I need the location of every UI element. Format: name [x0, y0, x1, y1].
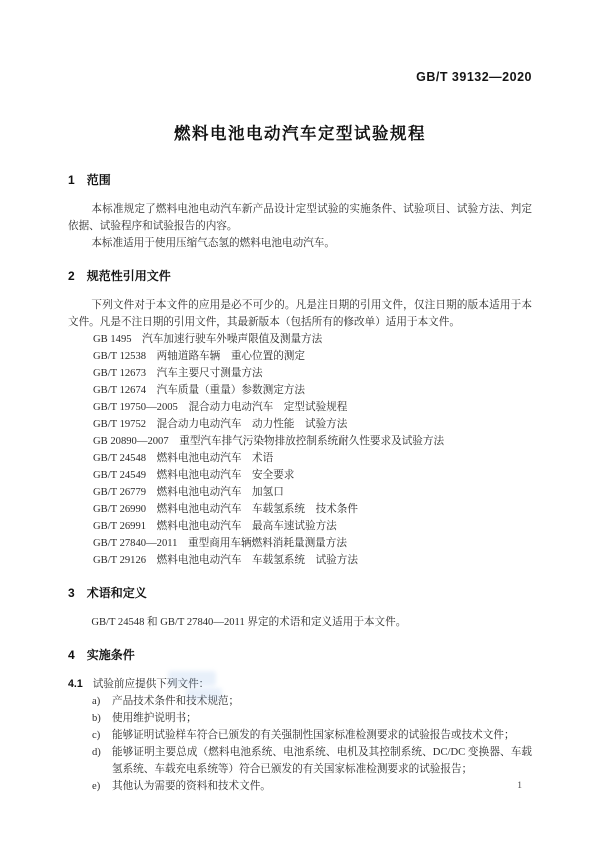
reference-line: GB/T 19752 混合动力电动汽车 动力性能 试验方法 [93, 419, 348, 430]
section-number: 2 [68, 269, 75, 283]
clause-number: 4.1 [68, 678, 83, 690]
section-number: 4 [68, 648, 75, 662]
clause-text: 试验前应提供下列文件： [92, 679, 210, 690]
reference-line: GB/T 12538 两轴道路车辆 重心位置的测定 [93, 351, 305, 362]
list-item [68, 710, 532, 727]
reference-line: GB 20890—2007 重型汽车排气污染物排放控制系统耐久性要求及试验方法 [93, 436, 445, 447]
list-item-label: e) [92, 781, 101, 792]
paragraph: 本标准规定了燃料电池电动汽车新产品设计定型试验的实施条件、试验项目、试验方法、判定依据、试验程序和试验报告的内容。 [68, 204, 532, 232]
section-title: 术语和定义 [86, 586, 147, 600]
reference-line: GB/T 29126 燃料电池电动汽车 车载氢系统 试验方法 [93, 555, 358, 566]
paragraph: GB/T 24548 和 GB/T 27840—2011 界定的术语和定义适用于本文件。 [91, 617, 407, 628]
list-item [68, 778, 532, 795]
section-title: 规范性引用文件 [86, 269, 171, 283]
document-title: 燃料电池电动汽车定型试验规程 [174, 125, 426, 143]
list-item-label: b) [92, 713, 101, 724]
list-item-text: 使用维护说明书； [112, 713, 197, 724]
section-number: 1 [68, 173, 75, 187]
reference-line: GB/T 24549 燃料电池电动汽车 安全要求 [93, 470, 295, 481]
paragraph: 本标准适用于使用压缩气态氢的燃料电池电动汽车。 [91, 238, 335, 249]
reference-line: GB/T 26990 燃料电池电动汽车 车载氢系统 技术条件 [93, 504, 358, 515]
section-title: 范围 [86, 173, 111, 187]
section-number: 3 [68, 586, 75, 600]
list-item-label: a) [92, 696, 101, 707]
section-heading [68, 648, 532, 663]
reference-line: GB/T 19750—2005 混合动力电动汽车 定型试验规程 [93, 402, 348, 413]
list-item-text: 能够证明试验样车符合已颁发的有关强制性国家标准检测要求的试验报告或技术文件； [112, 730, 515, 741]
paragraph: 下列文件对于本文件的应用是必不可少的。凡是注日期的引用文件，仅注日期的版本适用于本文件。凡是不注日期的引用文件，其最新版本（包括所有的修改单）适用于本文件。 [68, 300, 532, 328]
list-item-text: 产品技术条件和技术规范； [112, 696, 240, 707]
reference-line: GB/T 26779 燃料电池电动汽车 加氢口 [93, 487, 284, 498]
reference-line: GB/T 26991 燃料电池电动汽车 最高车速试验方法 [93, 521, 337, 532]
section-heading [68, 586, 532, 601]
list-item [68, 693, 532, 710]
list-item [68, 744, 532, 778]
list-item-label: c) [92, 730, 101, 741]
reference-line: GB/T 12674 汽车质量（重量）参数测定方法 [93, 385, 305, 396]
list-item-text: 其他认为需要的资料和技术文件。 [112, 781, 271, 792]
clause [68, 676, 532, 693]
list-item-label: d) [92, 747, 101, 758]
standard-code: GB/T 39132—2020 [416, 70, 532, 84]
page-number: 1 [517, 781, 522, 791]
reference-line: GB/T 24548 燃料电池电动汽车 术语 [93, 453, 274, 464]
document-body [68, 173, 532, 795]
list-item-text: 能够证明主要总成（燃料电池系统、电池系统、电机及其控制系统、DC/DC 变换器、车载氢系统、车载充电系统等）符合已颁发的有关国家标准检测要求的试验报告； [112, 747, 532, 775]
reference-line: GB/T 12673 汽车主要尺寸测量方法 [93, 368, 263, 379]
list-item [68, 727, 532, 744]
reference-line: GB 1495 汽车加速行驶车外噪声限值及测量方法 [93, 334, 323, 345]
section-title: 实施条件 [86, 648, 135, 662]
section-heading [68, 269, 532, 284]
section-heading [68, 173, 532, 188]
reference-line: GB/T 27840—2011 重型商用车辆燃料消耗量测量方法 [93, 538, 347, 549]
